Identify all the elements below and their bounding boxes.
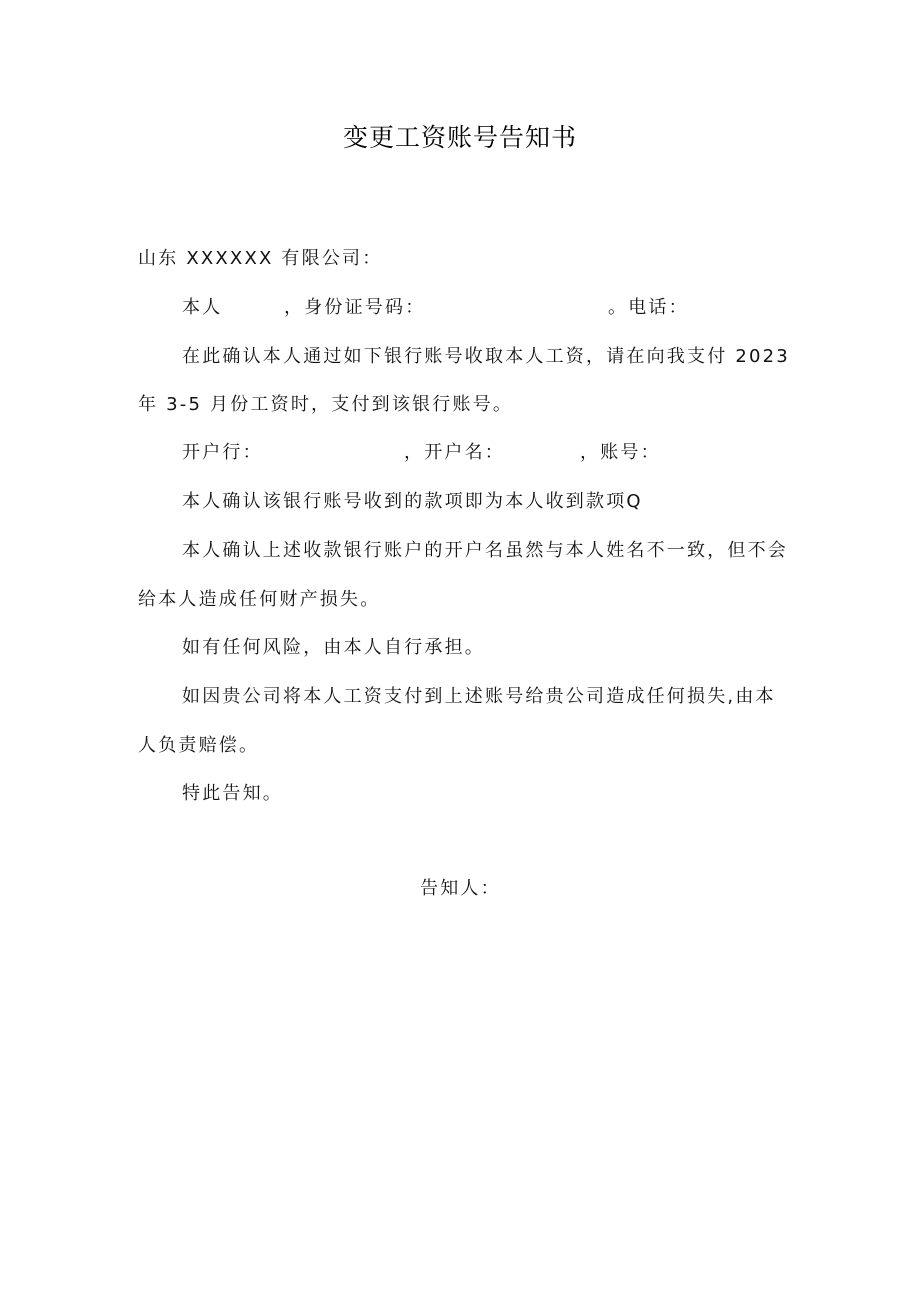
closing-statement: 特此告知。 bbox=[182, 783, 283, 804]
account-name-label: ，开户名： bbox=[404, 442, 505, 463]
confirm-line-1: 在此确认本人通过如下银行账号收取本人工资，请在向我支付 2023 bbox=[182, 346, 790, 367]
liability-line-1: 如因贵公司将本人工资支付到上述账号给贵公司造成任何损失,由本 bbox=[182, 686, 776, 707]
bank-label: 开户行： bbox=[182, 442, 263, 463]
identity-line bbox=[0, 295, 920, 321]
id-number-label: ，身份证号码： bbox=[284, 297, 426, 318]
receipt-statement: 本人确认该银行账号收到的款项即为本人收到款项Q bbox=[182, 491, 643, 512]
bank-line bbox=[0, 440, 920, 466]
signer-label: 告知人： bbox=[420, 878, 501, 899]
confirm-line-2: 年 3-5 月份工资时，支付到该银行账号。 bbox=[138, 394, 514, 415]
self-label: 本人 bbox=[182, 297, 223, 318]
account-number-label: ，账号： bbox=[580, 442, 661, 463]
document-title: 变更工资账号告知书 bbox=[342, 123, 577, 152]
phone-label: 。电话： bbox=[608, 297, 689, 318]
addressee: 山东 XXXXXX 有限公司： bbox=[138, 248, 383, 269]
risk-statement: 如有任何风险，由本人自行承担。 bbox=[182, 637, 485, 658]
liability-line-2: 人负责赔偿。 bbox=[138, 735, 260, 756]
mismatch-line-2: 给本人造成任何财产损失。 bbox=[138, 589, 381, 610]
mismatch-line-1: 本人确认上述收款银行账户的开户名虽然与本人姓名不一致，但不会 bbox=[182, 540, 788, 561]
